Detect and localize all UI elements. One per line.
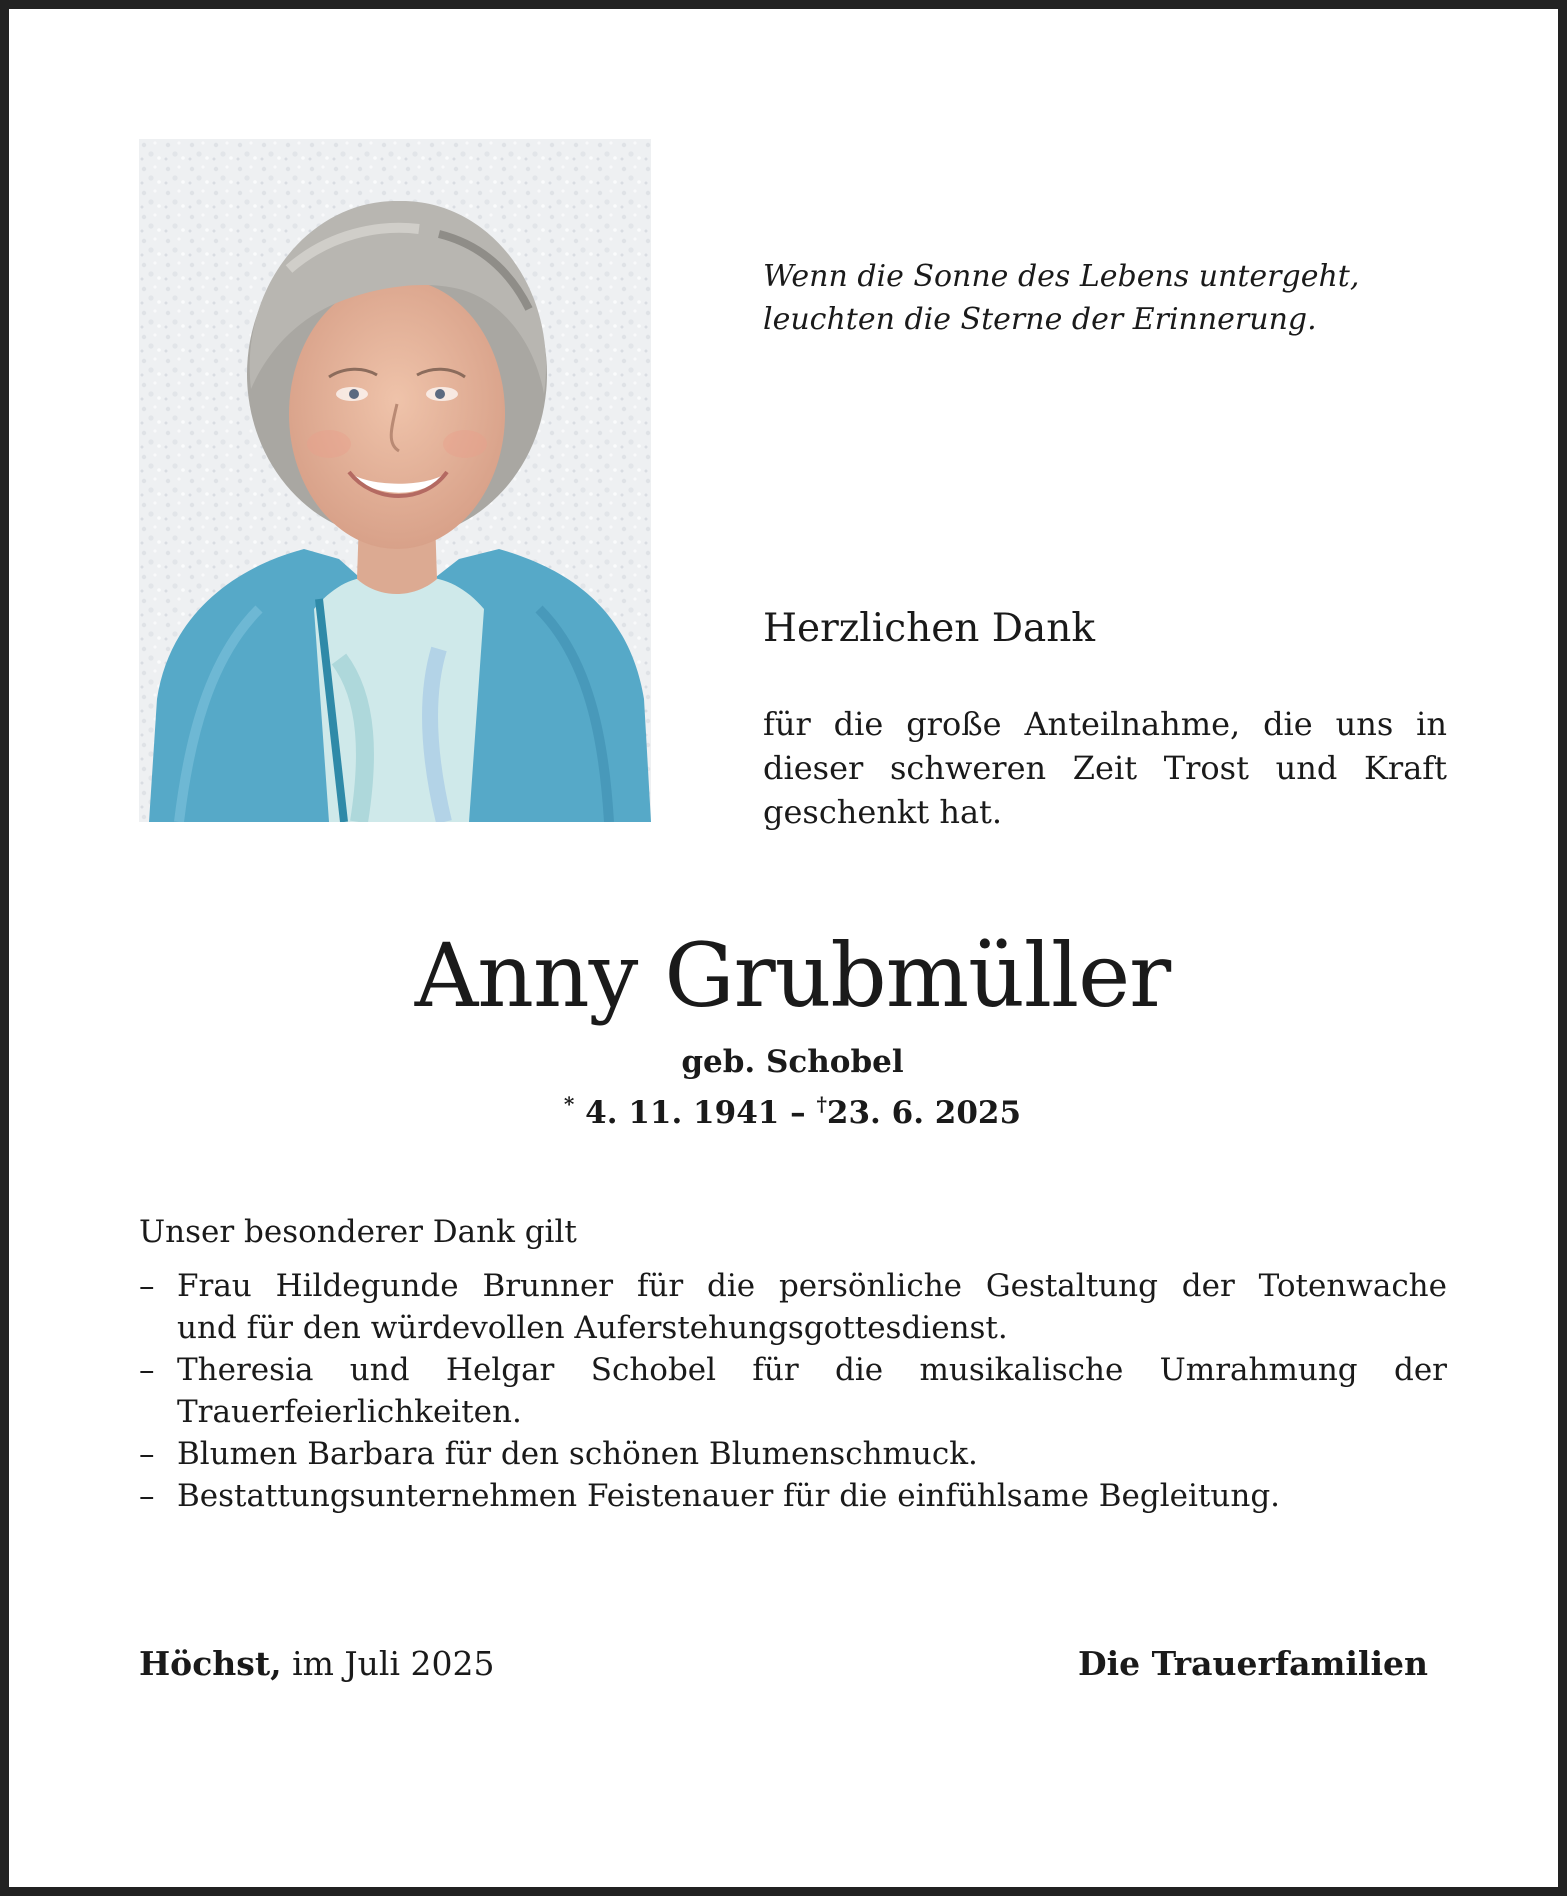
list-item-line: Theresia und Helgar Schobel für die musikalische Umrahmung der (177, 1352, 1447, 1388)
thanks-line-3: geschenkt hat. (763, 793, 1003, 831)
memorial-quote (763, 255, 1463, 341)
signature: Die Trauerfamilien (1077, 1644, 1428, 1683)
death-symbol: † (816, 1092, 827, 1116)
list-bullet: – (139, 1478, 155, 1514)
portrait-illustration (139, 139, 651, 822)
thanks-text (763, 702, 1447, 834)
list-item-line: Trauerfeierlichkeiten. (177, 1394, 522, 1430)
list-item (139, 1349, 1447, 1433)
list-item-line: Blumen Barbara für den schönen Blumenschmuck. (177, 1436, 978, 1472)
list-bullet: – (139, 1436, 155, 1472)
list-item (139, 1475, 1447, 1517)
list-bullet: – (139, 1268, 155, 1304)
portrait-photo (139, 139, 651, 822)
list-item-line: und für den würdevollen Auferstehungsgottesdienst. (177, 1310, 1008, 1346)
date-separator: – (779, 1095, 817, 1131)
deceased-name: Anny Grubmüller (414, 924, 1171, 1027)
acknowledgements-intro: Unser besonderer Dank gilt (139, 1214, 577, 1250)
notice-date: im Juli 2025 (281, 1644, 495, 1683)
birth-name: geb. Schobel (681, 1044, 904, 1080)
thanks-heading: Herzlichen Dank (763, 606, 1096, 651)
acknowledgements-list (139, 1265, 1447, 1517)
thanks-line-2: dieser schweren Zeit Trost und Kraft (763, 749, 1447, 787)
list-item-line: Frau Hildegunde Brunner für die persönliche Gestaltung der Totenwache (177, 1268, 1447, 1304)
place: Höchst, (139, 1644, 282, 1683)
place-and-date (139, 1642, 494, 1686)
thanks-line-1: für die große Anteilnahme, die uns in (763, 705, 1447, 743)
list-bullet: – (139, 1352, 155, 1388)
birth-symbol: * (563, 1092, 575, 1116)
birth-date: 4. 11. 1941 (585, 1095, 780, 1131)
death-date: 23. 6. 2025 (826, 1095, 1022, 1131)
list-item (139, 1265, 1447, 1349)
quote-line-2: leuchten die Sterne der Erinnerung. (763, 302, 1317, 337)
list-item (139, 1433, 1447, 1475)
list-item-line: Bestattungsunternehmen Feistenauer für die einfühlsame Begleitung. (177, 1478, 1281, 1514)
quote-line-1: Wenn die Sonne des Lebens untergeht, (763, 259, 1360, 294)
life-dates (9, 1084, 1567, 1133)
